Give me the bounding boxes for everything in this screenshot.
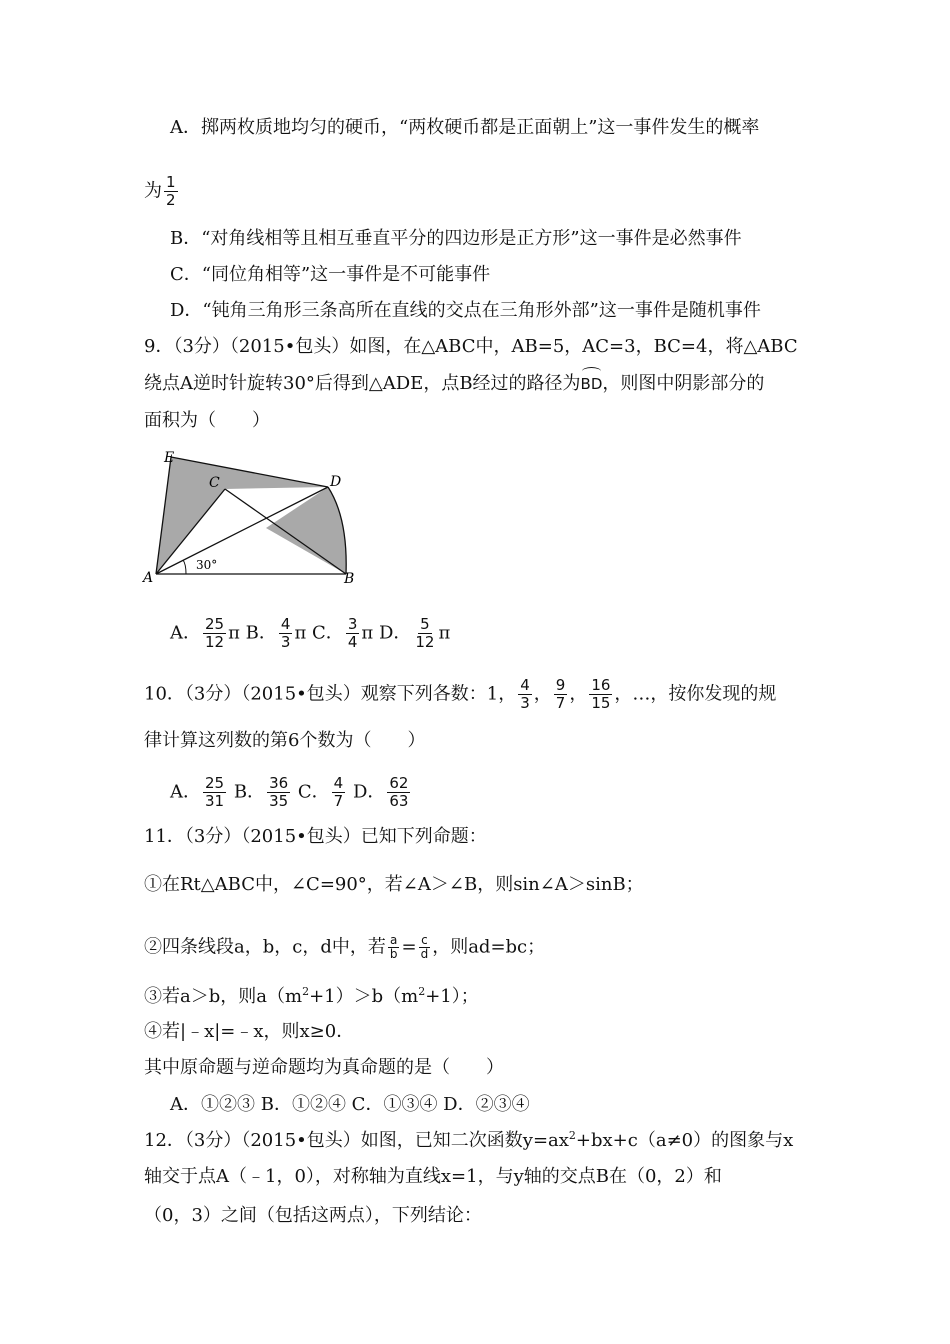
q11-proposition-4: ④若|﹣x|=﹣x，则x≥0． xyxy=(144,1021,355,1042)
q10-options: A． $\frac{25}{31}$ B． $\frac{36}{35}$ C． $\frac{4}{7}$ D． $\frac{62}{63}$ xyxy=(170,774,409,810)
label-angle: 30° xyxy=(196,558,218,572)
q9-stem-line3: 面积为（ ） xyxy=(144,410,270,431)
q9-stem-line2: 绕点A逆时针旋转30°后得到△ADE，点B经过的路径为BD，则图中阴影部分的 xyxy=(144,373,765,394)
label-a: A xyxy=(143,570,154,586)
q11-proposition-2: ②四条线段a，b，c，d中，若 $\frac{a}{b}$ = $\frac{c}{d}$ ，则ad=bc； xyxy=(144,933,546,961)
q10-stem-line2: 律计算这列数的第6个数为（ ） xyxy=(144,730,426,751)
label-e: E xyxy=(164,450,175,466)
q9-figure xyxy=(140,448,370,590)
q8-option-d: D．“钝角三角形三条高所在直线的交点在三角形外部”这一事件是随机事件 xyxy=(170,300,761,321)
q10-stem-line1: 10．（3分）（2015•包头）观察下列各数：1， $\frac{4}{3}$ ， $\frac{9}{7}$ ， $\frac{16}{15}$ ，…，按你发现的规 xyxy=(144,676,777,712)
q8-option-a-prefix: 为 xyxy=(144,180,162,202)
q11-proposition-3: ③若a＞b，则$a(m^2+1)>b(m^2+1)$； xyxy=(144,985,479,1007)
q11-options: A．①②③ B．①②④ C．①③④ D．②③④ xyxy=(170,1094,530,1115)
label-d: D xyxy=(330,474,342,490)
q12-stem-line3: （0，3）之间（包括这两点），下列结论： xyxy=(144,1205,482,1226)
q11-proposition-1: ①在Rt△ABC中，∠C=90°，若∠A＞∠B，则sin∠A＞sinB； xyxy=(144,874,644,895)
q8-option-a-line1: A．掷两枚质地均匀的硬币，“两枚硬币都是正面朝上”这一事件发生的概率 xyxy=(170,117,760,138)
q9-stem-line1: 9．（3分）（2015•包头）如图，在△ABC中，AB=5，AC=3，BC=4，将△ABC xyxy=(144,336,798,357)
q11-stem: 11．（3分）（2015•包头）已知下列命题： xyxy=(144,826,487,847)
q12-stem-line2: 轴交于点A（﹣1，0），对称轴为直线x=1，与y轴的交点B在（0，2）和 xyxy=(144,1166,722,1187)
q9-options: A． $\frac{25}{12}$ π B． $\frac{4}{3}$ π C． $\frac{3}{4}$ π D． $\frac{5}{12}$ π xyxy=(170,615,451,651)
shaded-sector-right xyxy=(266,487,346,574)
q12-stem-line1: 12．（3分）（2015•包头）如图，已知二次函数$y=ax^2+bx+c(a\ne 0)$的图象与x xyxy=(144,1129,794,1151)
q11-question: 其中原命题与逆命题均为真命题的是（ ） xyxy=(144,1057,504,1078)
arc-bd-label: BD xyxy=(581,372,603,396)
label-c: C xyxy=(209,475,220,491)
q8-option-b: B．“对角线相等且相互垂直平分的四边形是正方形”这一事件是必然事件 xyxy=(170,228,742,249)
label-b: B xyxy=(344,571,355,587)
q8-option-c: C．“同位角相等”这一事件是不可能事件 xyxy=(170,264,491,285)
q8-option-a-line2 xyxy=(144,174,180,209)
q8-option-a-fraction: $\frac{1}{2}$ xyxy=(166,173,176,209)
